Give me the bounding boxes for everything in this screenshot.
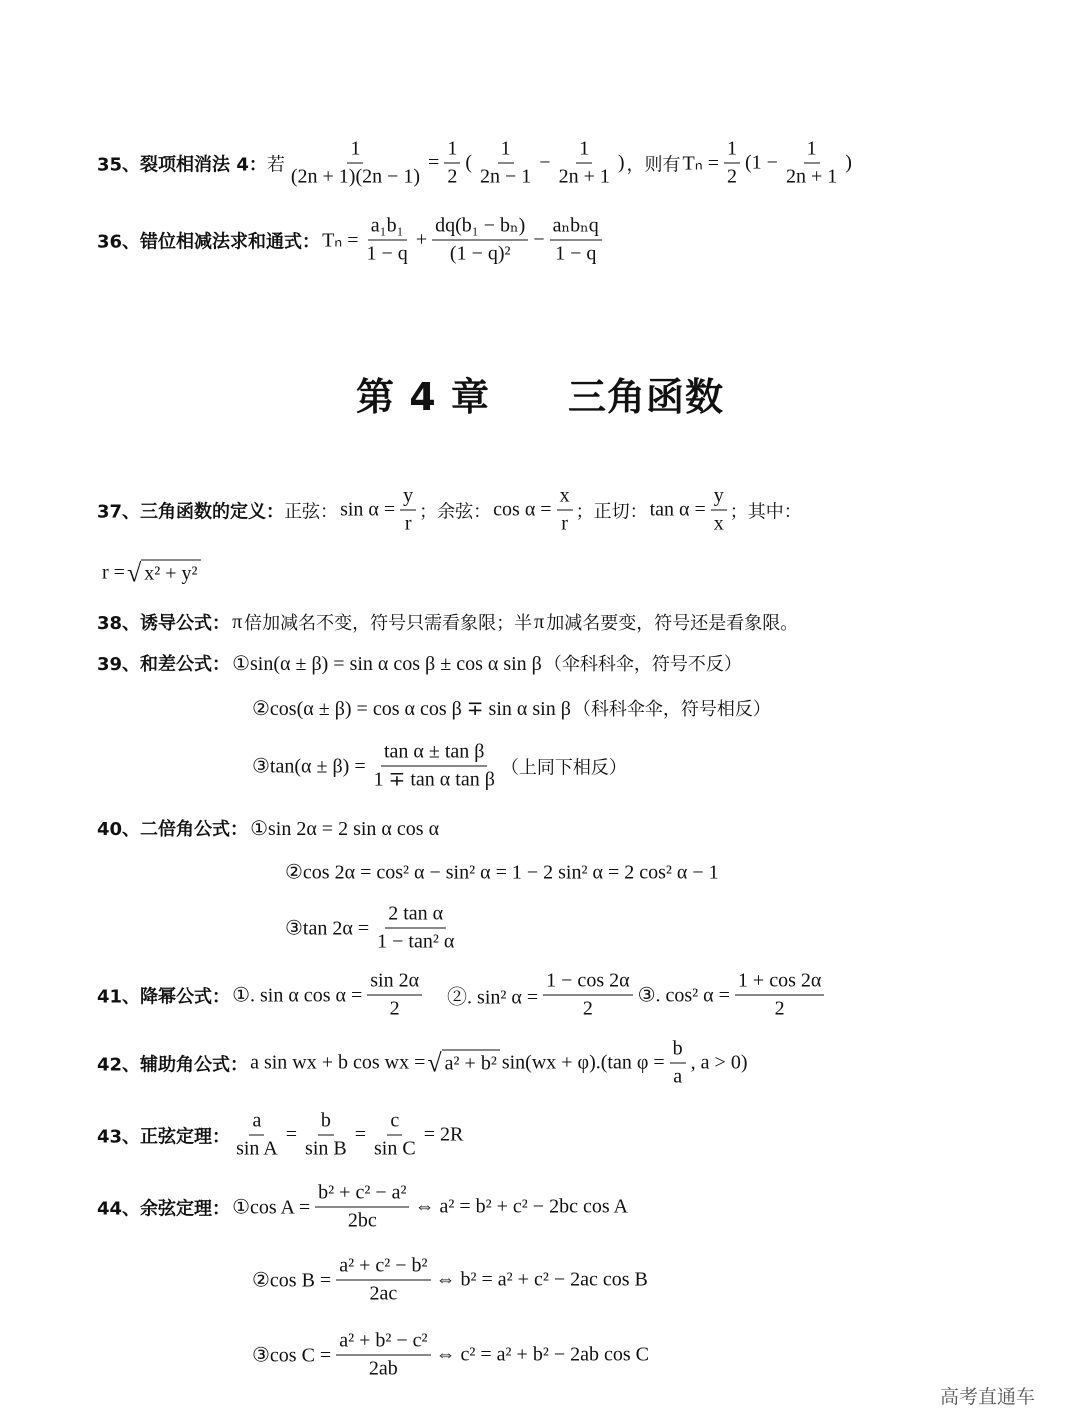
- denominator: sin C: [374, 1137, 416, 1160]
- fraction: [367, 969, 422, 1022]
- numerator: 1: [576, 137, 592, 164]
- formula-line: [100, 560, 201, 587]
- item-label: 36、错位相减法求和通式：: [97, 231, 321, 252]
- math-expression: = 2R: [423, 1123, 464, 1146]
- denominator: x: [713, 512, 724, 535]
- numerator: y: [711, 484, 727, 511]
- formula-line: [283, 860, 721, 885]
- numerator: 1: [444, 137, 460, 164]
- formula-line: [97, 137, 854, 190]
- math-expression: ①. sin α cos α =: [232, 984, 363, 1007]
- denominator: r: [561, 512, 568, 535]
- math-expression: ③tan 2α =: [285, 917, 370, 940]
- fraction: [336, 1329, 430, 1382]
- math-expression: =: [428, 151, 440, 174]
- fraction: [556, 137, 613, 190]
- denominator: 1 − tan² α: [377, 930, 455, 953]
- numerator: 1: [724, 137, 740, 164]
- formula-line: [97, 484, 802, 537]
- numerator: sin 2α: [367, 969, 422, 996]
- math-expression: sin(wx + φ).(tan φ =: [501, 1051, 665, 1074]
- math-expression: ②cos(α ± β) = cos α cos β ∓ sin α sin β: [252, 697, 571, 720]
- text: 加减名要变，符号还是看象限。: [546, 613, 799, 634]
- math-expression: ②. sin² α =: [427, 986, 539, 1009]
- denominator: 2ab: [368, 1357, 398, 1380]
- item-label: 41、降幂公式：: [97, 986, 231, 1007]
- formula-line: [97, 1037, 750, 1090]
- math-expression: (1 −: [744, 151, 778, 174]
- denominator: r: [404, 512, 412, 535]
- math-expression: +: [415, 228, 428, 251]
- math-expression: r =: [102, 561, 125, 584]
- math-expression: ②cos B =: [252, 1269, 332, 1292]
- math-expression: ⇔ b² = a² + c² − 2ac cos B: [435, 1268, 648, 1291]
- numerator: a² + c² − b²: [336, 1254, 430, 1281]
- formula-line: [97, 1181, 630, 1234]
- formula-line: [97, 609, 798, 635]
- fraction: [783, 137, 840, 190]
- numerator: 1: [804, 137, 820, 164]
- math-expression: ②cos 2α = cos² α − sin² α = 1 − 2 sin² α = 2 cos² α − 1: [285, 861, 719, 884]
- denominator: 2: [447, 165, 458, 188]
- numerator: b² + c² − a²: [315, 1181, 409, 1208]
- watermark: 高考直通车: [940, 1386, 1036, 1408]
- denominator: sin B: [305, 1137, 347, 1160]
- math-expression: Tₙ =: [322, 229, 359, 252]
- math-expression: ): [845, 151, 852, 174]
- text: （伞科科伞，符号不反）: [543, 654, 742, 675]
- text: ；余弦：: [419, 501, 492, 522]
- math-expression: (: [465, 151, 472, 174]
- numerator: a² + b² − c²: [336, 1329, 430, 1356]
- fraction: [288, 137, 423, 190]
- fraction: [477, 137, 534, 190]
- denominator: 2: [774, 997, 785, 1020]
- denominator: 2bc: [347, 1209, 377, 1232]
- formula-line: [250, 1329, 651, 1382]
- square-root: [427, 1050, 499, 1077]
- denominator: 1 − q: [366, 242, 408, 265]
- fraction: [302, 1109, 350, 1162]
- fraction: [315, 1181, 409, 1234]
- fraction: [550, 214, 602, 267]
- fraction: [557, 484, 573, 537]
- formula-line: [97, 815, 441, 841]
- fraction: [670, 1037, 686, 1090]
- denominator: 2ac: [369, 1282, 398, 1305]
- numerator: 1: [347, 137, 363, 164]
- fraction: [432, 214, 528, 267]
- item-label: 38、诱导公式：: [97, 613, 231, 634]
- numerator: 1: [498, 137, 514, 164]
- numerator: c: [387, 1109, 402, 1136]
- fraction: [724, 137, 740, 190]
- formula-line: [250, 695, 771, 721]
- fraction: [371, 740, 498, 793]
- numerator: b: [670, 1037, 686, 1064]
- text: （上同下相反）: [500, 757, 627, 778]
- denominator: 2: [726, 165, 737, 188]
- text: ；正切：: [575, 501, 648, 522]
- radicand: x² + y²: [141, 560, 200, 587]
- fraction: [233, 1109, 281, 1162]
- radical-sign-icon: √: [427, 1048, 442, 1078]
- numerator: dq(b₁ − bₙ): [432, 214, 528, 241]
- formula-line: [97, 969, 827, 1022]
- numerator: tan α ± tan β: [381, 740, 488, 767]
- denominator: 1 ∓ tan α tan β: [373, 768, 495, 791]
- fraction: [543, 969, 632, 1022]
- fraction: [444, 137, 460, 190]
- fraction: [711, 484, 727, 537]
- item-label: 42、辅助角公式：: [97, 1054, 249, 1075]
- item-label: 39、和差公式：: [97, 654, 231, 675]
- math-expression: =: [285, 1123, 298, 1146]
- math-expression: sin α =: [340, 498, 396, 521]
- text: 倍加减名不变，符号只需看象限；半: [244, 613, 533, 634]
- numerator: y: [400, 484, 416, 511]
- denominator: 2: [582, 997, 593, 1020]
- fraction: [400, 484, 416, 537]
- formula-line: [250, 740, 627, 793]
- item-label: 40、二倍角公式：: [97, 819, 249, 840]
- numerator: b: [318, 1109, 334, 1136]
- fraction: [364, 214, 411, 267]
- denominator: 1 − q: [555, 242, 597, 265]
- numerator: a: [249, 1109, 264, 1136]
- radicand: a² + b²: [442, 1050, 500, 1077]
- square-root: [127, 560, 201, 587]
- math-expression: cos α =: [493, 498, 552, 521]
- math-expression: Tₙ =: [682, 152, 719, 175]
- numerator: 1 − cos 2α: [543, 969, 632, 996]
- denominator: (1 − q)²: [449, 242, 511, 265]
- math-expression: ①sin 2α = 2 sin α cos α: [250, 817, 440, 840]
- math-expression: π: [232, 610, 243, 633]
- math-expression: ③tan(α ± β) =: [252, 755, 366, 778]
- math-expression: =: [354, 1123, 366, 1146]
- formula-line: [97, 1109, 465, 1162]
- math-expression: ⇔ c² = a² + b² − 2ab cos C: [435, 1343, 649, 1366]
- formula-line: [97, 214, 605, 267]
- item-label: 43、正弦定理：: [97, 1126, 231, 1147]
- radical-sign-icon: √: [126, 558, 142, 588]
- chapter-title: 第 4 章 三角函数: [356, 375, 724, 419]
- text: （科科伞伞，符号相反）: [572, 699, 771, 720]
- math-expression: ③cos C =: [252, 1344, 332, 1367]
- math-expression: , a > 0): [690, 1051, 748, 1074]
- denominator: a: [673, 1065, 683, 1088]
- numerator: 2 tan α: [385, 902, 446, 929]
- denominator: 2: [389, 997, 400, 1020]
- fraction: [336, 1254, 430, 1307]
- math-expression: ③. cos² α =: [637, 984, 730, 1007]
- denominator: 2n + 1: [558, 165, 610, 188]
- formula-line: [283, 902, 460, 955]
- fraction: [371, 1109, 419, 1162]
- text: ，则有: [626, 154, 681, 175]
- math-expression: −: [539, 151, 551, 174]
- denominator: sin A: [236, 1137, 278, 1160]
- text: 正弦：: [284, 501, 339, 522]
- math-expression: π: [534, 610, 545, 633]
- math-expression: ): [617, 151, 625, 174]
- numerator: aₙbₙq: [550, 214, 602, 241]
- math-expression: ①cos A =: [232, 1196, 311, 1219]
- item-label: 37、三角函数的定义：: [97, 501, 285, 522]
- numerator: a₁b₁: [368, 214, 407, 241]
- item-label: 44、余弦定理：: [97, 1198, 231, 1219]
- denominator: 2n + 1: [785, 165, 838, 188]
- math-expression: a sin wx + b cos wx =: [250, 1051, 426, 1074]
- math-expression: tan α =: [649, 498, 706, 521]
- fraction: [374, 902, 457, 955]
- math-expression: ①sin(α ± β) = sin α cos β ± cos α sin β: [232, 652, 542, 675]
- fraction: [735, 969, 824, 1022]
- math-expression: −: [533, 228, 545, 251]
- formula-line: [97, 650, 742, 676]
- math-expression: ⇔ a² = b² + c² − 2bc cos A: [414, 1195, 628, 1218]
- numerator: 1 + cos 2α: [735, 969, 824, 996]
- text: ；其中：: [729, 501, 802, 522]
- text: 若: [266, 154, 285, 175]
- denominator: 2n − 1: [480, 165, 532, 188]
- formula-line: [250, 1254, 650, 1307]
- numerator: x: [557, 484, 573, 511]
- item-label: 35、裂项相消法 4：: [97, 154, 267, 175]
- denominator: (2n + 1)(2n − 1): [290, 165, 421, 188]
